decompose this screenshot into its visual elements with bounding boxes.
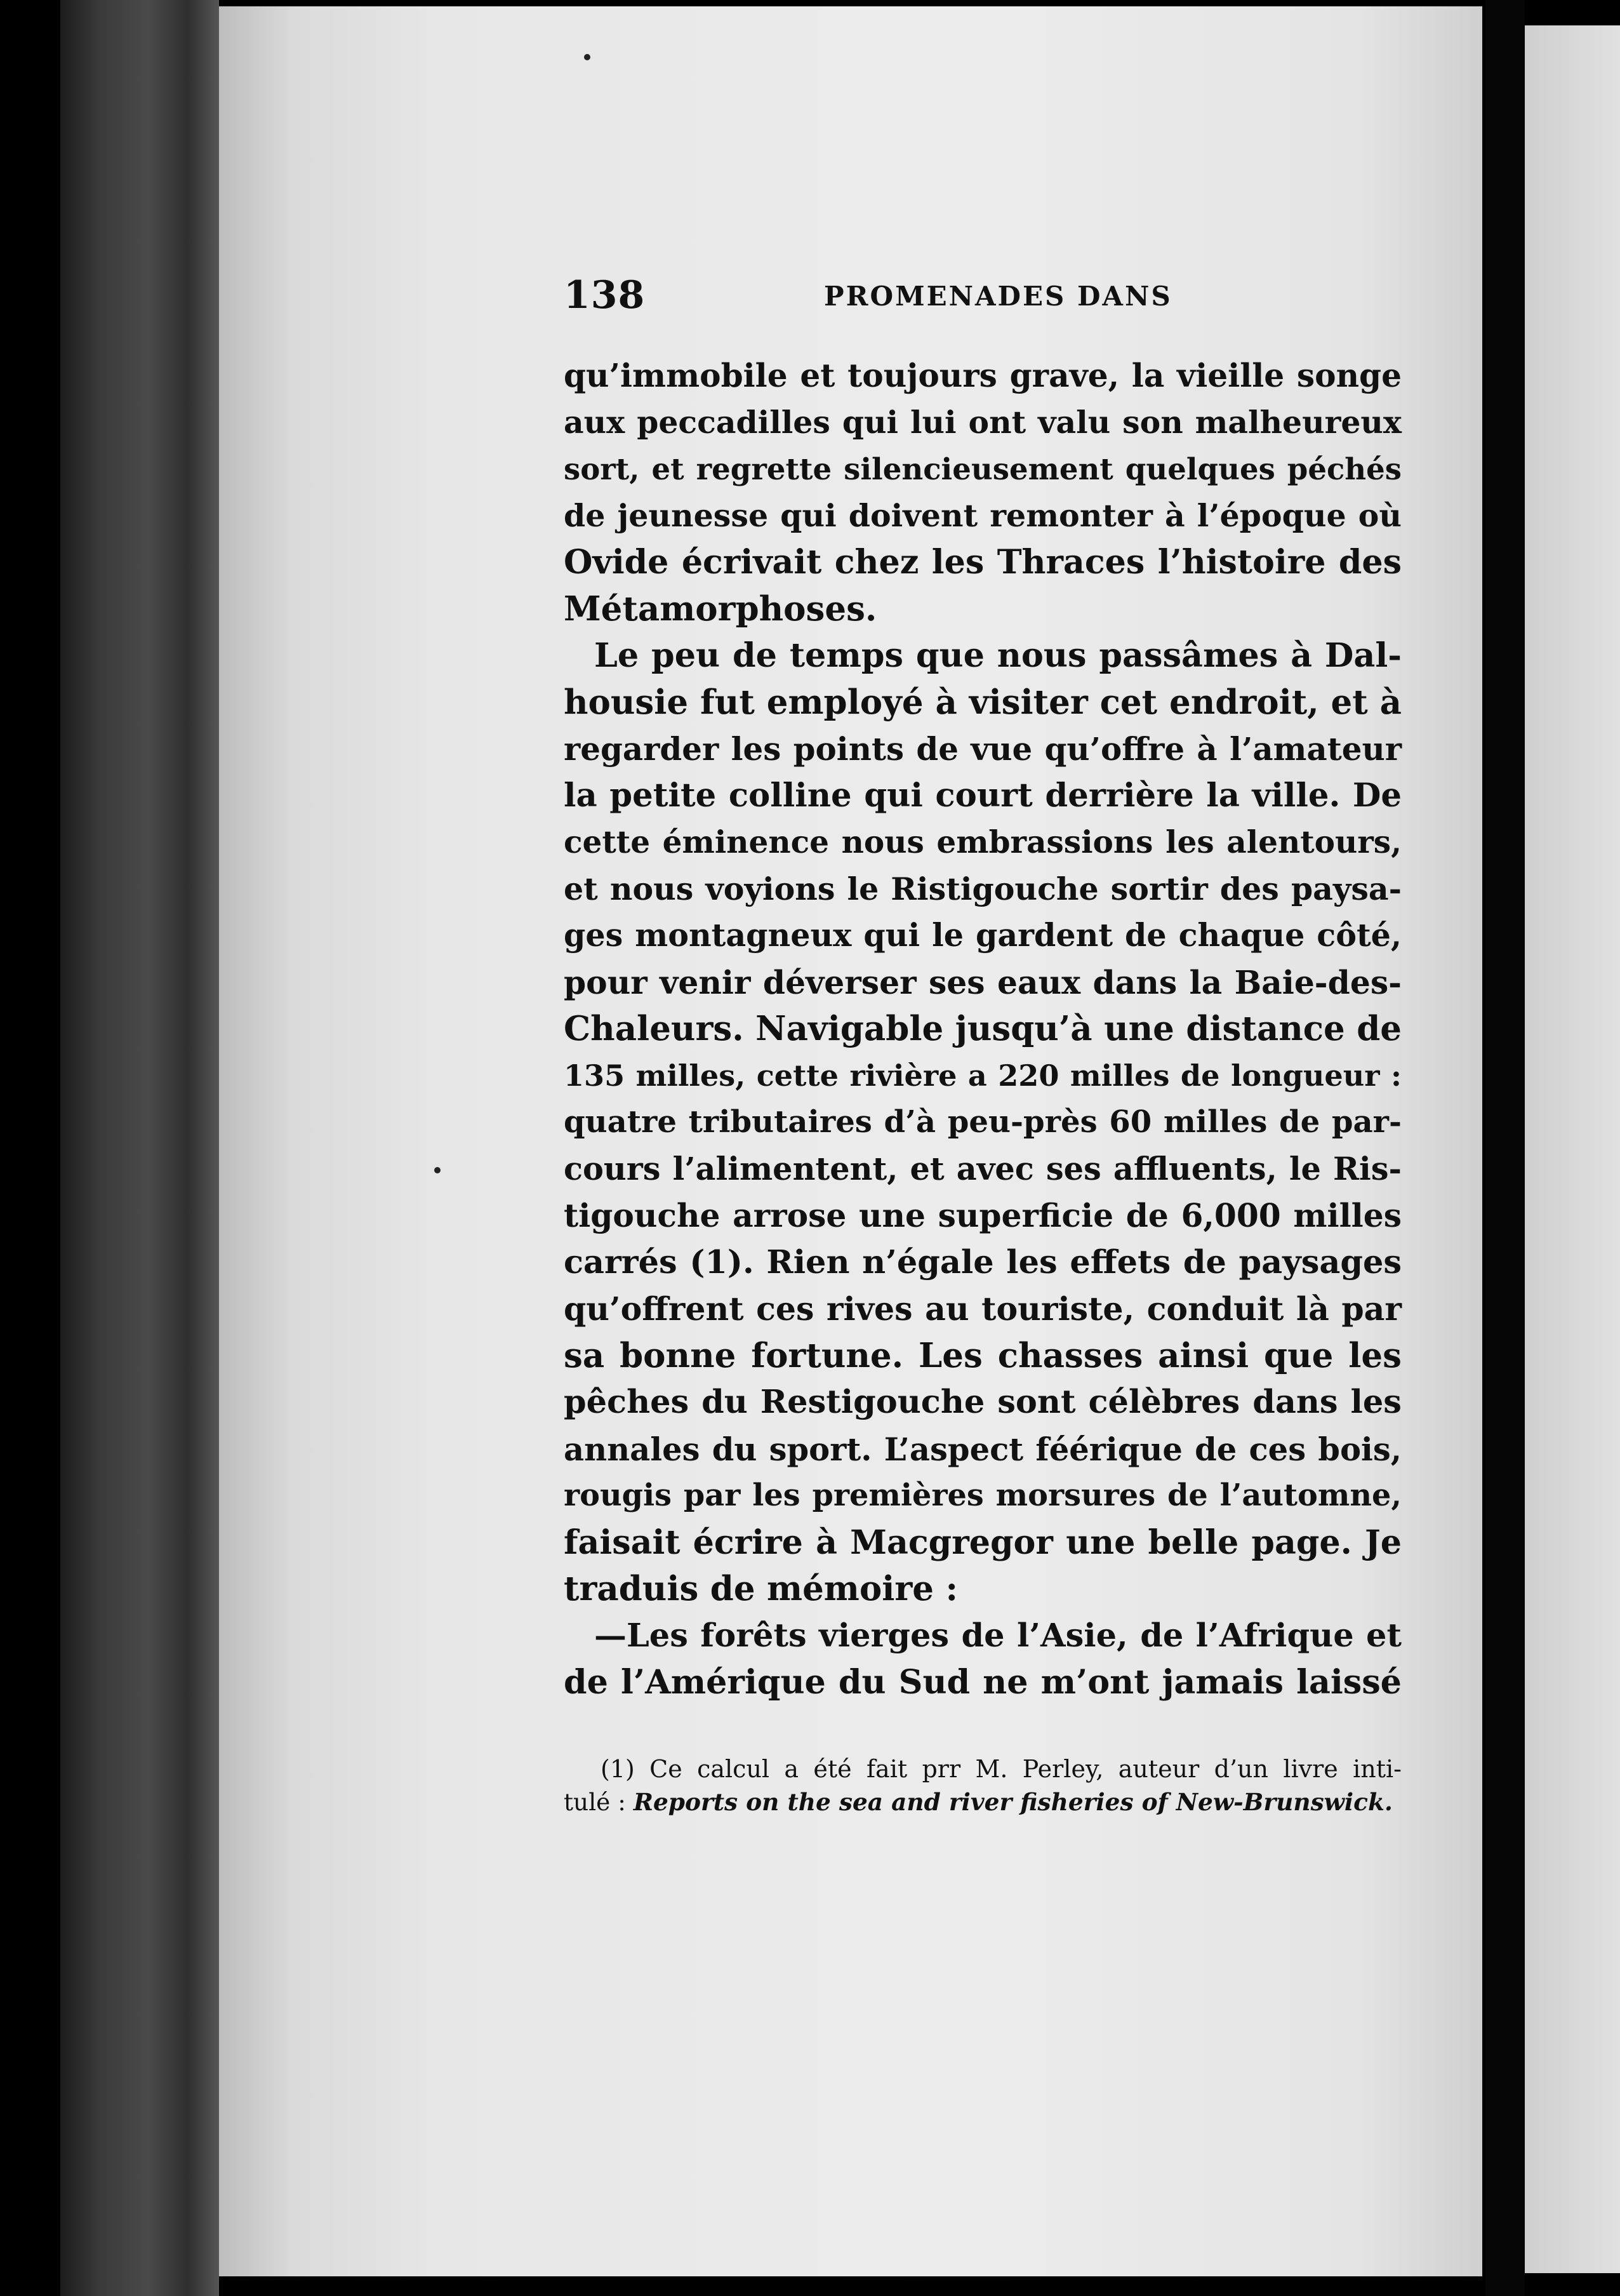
- text-line: de l’Amérique du Sud ne m’ont jamais laissé: [564, 1663, 1402, 1702]
- text-line: Chaleurs. Navigable jusqu’à une distance de: [564, 1009, 1402, 1048]
- text-line: carrés (1). Rien n’égale les effets de paysages: [564, 1243, 1402, 1281]
- text-line: regarder les points de vue qu’offre à l’amateur: [564, 730, 1402, 768]
- footnote-prefix: tulé :: [564, 1788, 626, 1816]
- text-line: faisait écrire à Macgregor une belle page. Je: [564, 1523, 1402, 1562]
- book-spine: [60, 0, 219, 2296]
- text-line: quatre tributaires d’à peu-près 60 milles de par-: [564, 1104, 1402, 1140]
- text-line: aux peccadilles qui lui ont valu son malheureux: [564, 403, 1402, 441]
- text-line: qu’offrent ces rives au touriste, conduit là par: [564, 1290, 1402, 1328]
- text-line: 135 milles, cette rivière a 220 milles de longueur :: [564, 1058, 1402, 1093]
- text-line: —Les forêts vierges de l’Asie, de l’Afrique et: [594, 1616, 1402, 1655]
- footnote-line: [564, 1785, 1402, 1819]
- page-number: 138: [564, 273, 646, 317]
- text-line: rougis par les premières morsures de l’automne,: [564, 1478, 1402, 1513]
- text-line: pour venir déverser ses eaux dans la Baie-des-: [564, 963, 1402, 1001]
- text-line: annales du sport. L’aspect féérique de ces bois,: [564, 1430, 1402, 1468]
- text-line: sa bonne fortune. Les chasses ainsi que les: [564, 1335, 1402, 1375]
- footnote-book-title: Reports on the sea and river fisheries of New-Brunswick.: [633, 1788, 1393, 1816]
- text-line: cette éminence nous embrassions les alentours,: [564, 824, 1402, 860]
- footnote-line: (1) Ce calcul a été fait prr M. Perley, auteur d’un livre inti-: [601, 1755, 1402, 1783]
- text-line: et nous voyions le Ristigouche sortir des paysa-: [564, 870, 1402, 907]
- text-line: traduis de mémoire :: [564, 1569, 959, 1608]
- text-line: cours l’alimentent, et avec ses affluents, le Ris-: [564, 1150, 1402, 1187]
- body-text: [564, 352, 1402, 1706]
- scan-speck: [434, 1167, 441, 1173]
- text-line: ges montagneux qui le gardent de chaque côté,: [564, 917, 1402, 954]
- running-head: [564, 273, 1402, 324]
- footnote: [564, 1752, 1402, 1819]
- page-edge-shadow: [1485, 0, 1525, 2296]
- text-line: pêches du Restigouche sont célèbres dans les: [564, 1383, 1402, 1421]
- text-line: la petite colline qui court derrière la ville. De: [564, 776, 1402, 815]
- text-line: Métamorphoses.: [564, 589, 877, 629]
- text-line: Le peu de temps que nous passâmes à Dal-: [594, 636, 1402, 675]
- text-line: housie fut employé à visiter cet endroit, et à: [564, 682, 1402, 722]
- text-line: Ovide écrivait chez les Thraces l’histoire des: [564, 543, 1402, 582]
- text-line: de jeunesse qui doivent remonter à l’époque où: [564, 497, 1402, 534]
- text-line: qu’immobile et toujours grave, la vieille songe: [564, 357, 1402, 394]
- text-line: tigouche arrose une superficie de 6,000 milles: [564, 1197, 1402, 1234]
- running-title: PROMENADES DANS: [824, 281, 1172, 312]
- adjacent-page: [1525, 25, 1620, 2273]
- text-line: sort, et regrette silencieusement quelques péchés: [564, 451, 1402, 486]
- scan-speck: [584, 54, 590, 60]
